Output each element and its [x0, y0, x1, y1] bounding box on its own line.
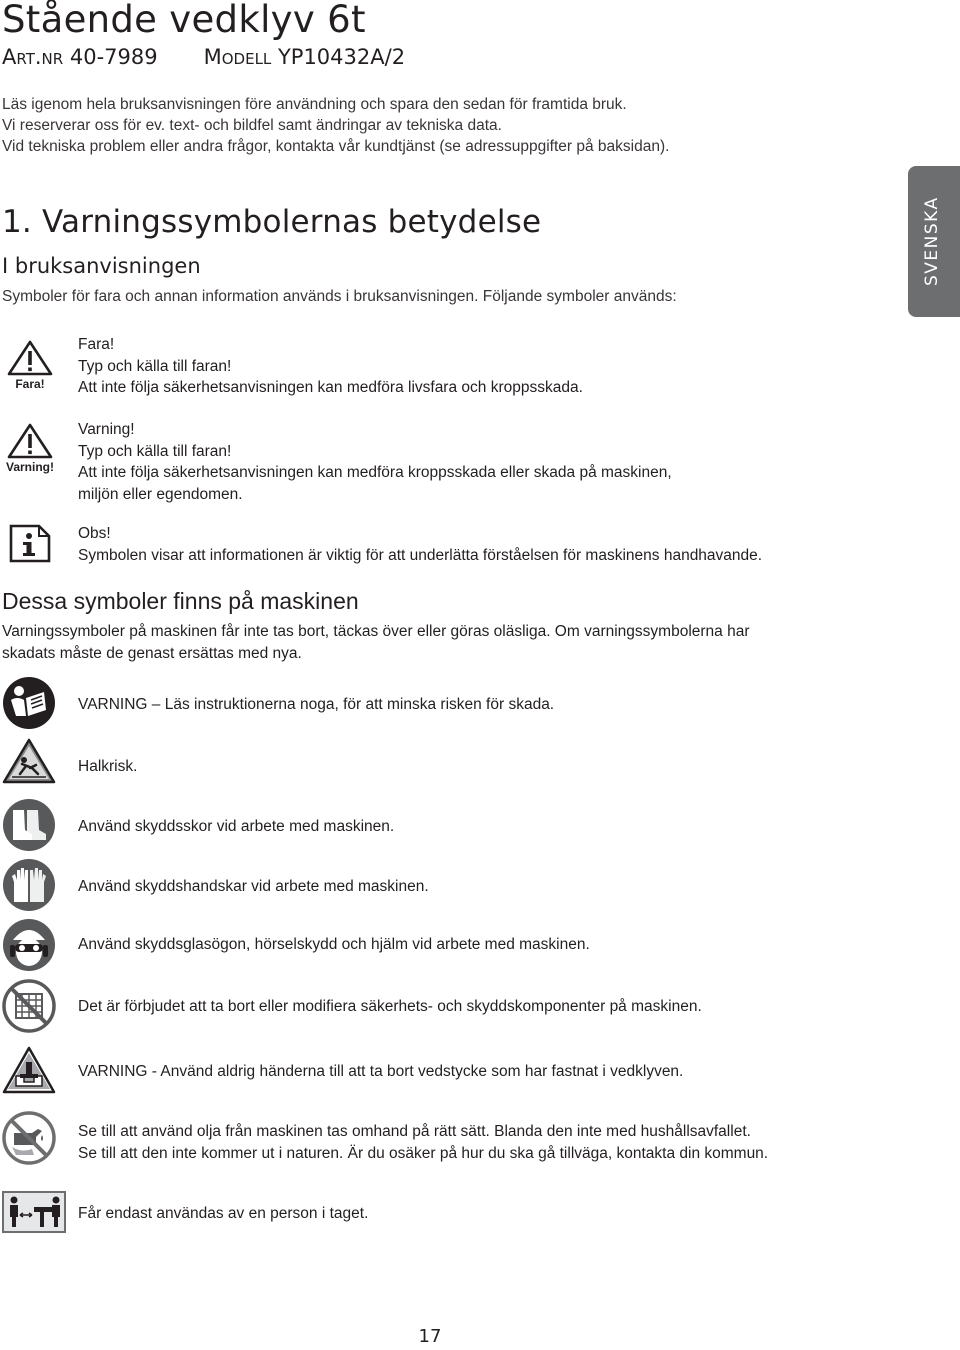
symbol-description: Får endast användas av en person i taget. — [78, 1205, 369, 1222]
warning-description — [78, 419, 672, 505]
slip-hazard-icon — [2, 738, 56, 784]
danger-icon-label: Fara! — [15, 377, 45, 391]
one-person-icon — [2, 1191, 66, 1233]
intro-line: Vi reserverar oss för ev. text- och bildfel samt ändringar av tekniska data. — [2, 117, 502, 134]
section-subheading: I bruksanvisningen — [2, 254, 201, 278]
language-label: SVENSKA — [922, 196, 942, 286]
info-icon — [2, 523, 58, 563]
model-number: Modell YP10432A/2 — [203, 45, 406, 69]
symbol-description: VARNING – Läs instruktionerna noga, för att minska risken för skada. — [78, 696, 555, 713]
warning-line: Att inte följa säkerhetsanvisningen kan medföra kroppsskada eller skada på maskinen, — [78, 464, 672, 481]
goggles-ear-helmet-icon — [2, 918, 56, 972]
safety-boots-icon — [2, 798, 56, 852]
note-title: Obs! — [78, 525, 111, 542]
section-heading: 1. Varningssymbolernas betydelse — [2, 204, 542, 240]
danger-title: Fara! — [78, 336, 115, 353]
warning-icon-label: Varning! — [5, 460, 54, 474]
product-ids — [2, 45, 405, 69]
language-tab — [908, 166, 960, 317]
no-modification-icon — [2, 979, 56, 1033]
intro-text — [2, 94, 882, 157]
description-line: Se till att den inte kommer ut i naturen. Är du osäker på hur du ska gå tillväga, kontakta din kommun. — [78, 1144, 769, 1162]
warning-triangle-icon — [2, 423, 58, 474]
danger-description — [78, 334, 583, 399]
read-manual-icon — [2, 676, 56, 730]
no-oil-disposal-icon — [2, 1111, 56, 1165]
symbol-description: Använd skyddshandskar vid arbete med maskinen. — [78, 878, 429, 895]
safety-gloves-icon — [2, 858, 56, 912]
section-paragraph: Symboler för fara och annan information används i bruksanvisningen. Följande symboler används: — [2, 288, 677, 305]
symbol-description: Det är förbjudet att ta bort eller modifiera säkerhets- och skyddskomponenter på maskinen. — [78, 998, 702, 1015]
machine-symbols-paragraph — [2, 621, 882, 664]
intro-line: Läs igenom hela bruksanvisningen före användning och spara den sedan för framtida bruk. — [2, 96, 627, 113]
description-line: Se till att använd olja från maskinen tas omhand på rätt sätt. Blanda den inte med hushållsavfallet. — [78, 1123, 751, 1140]
note-description — [78, 523, 762, 566]
page-number: 17 — [418, 1326, 442, 1347]
symbol-description: Använd skyddsskor vid arbete med maskinen. — [78, 818, 395, 835]
intro-line: Vid tekniska problem eller andra frågor, kontakta vår kundtjänst (se adressuppgifter på baksidan). — [2, 138, 670, 155]
symbol-description: Använd skyddsglasögon, hörselskydd och hjälm vid arbete med maskinen. — [78, 936, 590, 953]
danger-line: Att inte följa säkerhetsanvisningen kan medföra livsfara och kroppsskada. — [78, 379, 583, 396]
hand-crush-warning-icon — [2, 1046, 56, 1094]
article-number: Art.nr 40-7989 — [2, 45, 158, 69]
symbol-description: Halkrisk. — [78, 758, 138, 775]
warning-title: Varning! — [78, 421, 135, 438]
danger-triangle-icon — [2, 340, 58, 391]
danger-line: Typ och källa till faran! — [78, 357, 232, 375]
paragraph-line: Varningssymboler på maskinen får inte tas bort, täckas över eller göras oläsliga. Om varningssymbolerna har — [2, 623, 750, 640]
warning-line: miljön eller egendomen. — [78, 485, 243, 503]
machine-symbols-heading: Dessa symboler finns på maskinen — [2, 588, 359, 614]
note-line: Symbolen visar att informationen är viktig för att underlätta förståelsen för maskinens handhavande. — [78, 546, 763, 564]
warning-line: Typ och källa till faran! — [78, 442, 232, 460]
document-title: Stående vedklyv 6t — [2, 0, 366, 41]
symbol-description — [78, 1121, 768, 1164]
paragraph-line: skadats måste de genast ersättas med nya. — [2, 644, 302, 662]
symbol-description: VARNING - Använd aldrig händerna till att ta bort vedstycke som har fastnat i vedklyven. — [78, 1063, 684, 1080]
